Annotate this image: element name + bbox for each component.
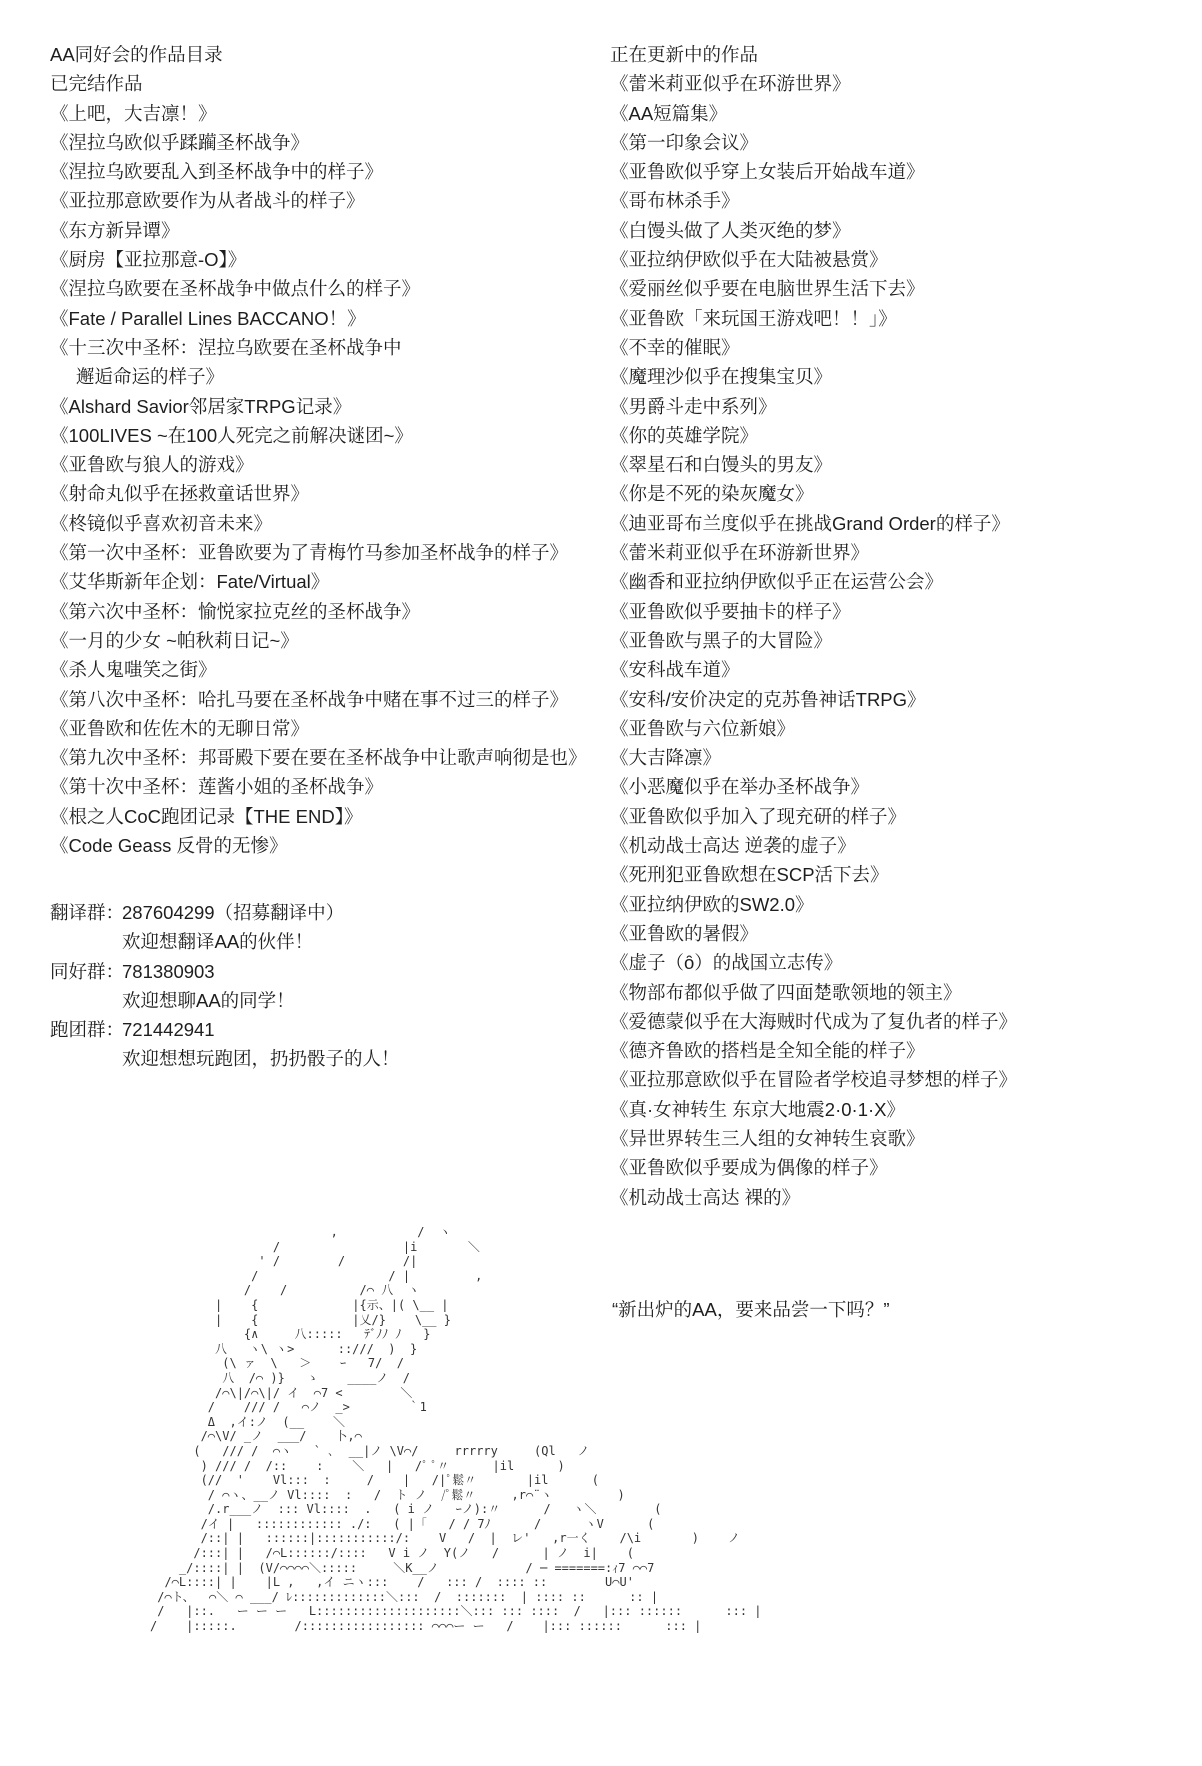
catalog-heading: AA同好会的作品目录 — [50, 44, 223, 65]
ongoing-works-column — [610, 40, 1170, 1212]
work-title: 《亚鲁欧似乎要抽卡的样子》 — [610, 600, 851, 622]
work-title: 《杀人鬼嗤笑之街》 — [50, 659, 217, 681]
work-title: 《第九次中圣杯：邦哥殿下要在要在圣杯战争中让歌声响彻是也》 — [50, 747, 587, 769]
contact-note: 欢迎想翻译AA的伙伴！ — [122, 931, 314, 953]
work-title: 《涅拉乌欧要乱入到圣杯战争中的样子》 — [50, 161, 384, 183]
work-title: 《厨房【亚拉那意-O】》 — [50, 249, 247, 271]
work-title: 《魔理沙似乎在搜集宝贝》 — [610, 366, 833, 388]
work-title: 《机动战士高达 逆袭的虚子》 — [610, 835, 856, 857]
work-title: 《亚鲁欧似乎穿上女装后开始战车道》 — [610, 161, 925, 183]
contact-number: 781380903 — [122, 960, 215, 982]
work-title: 《异世界转生三人组的女神转生哀歌》 — [610, 1127, 925, 1149]
work-title: 《AA短篇集》 — [610, 102, 728, 124]
work-title: 《亚拉纳伊欧似乎在大陆被悬赏》 — [610, 249, 888, 271]
ascii-art-illustration — [150, 1225, 830, 1765]
work-title: 《真·女神转生 东京大地震2·0·1·X》 — [610, 1098, 905, 1120]
work-title: 《亚拉纳伊欧的SW2.0》 — [610, 893, 814, 915]
work-title: 《亚鲁欧似乎加入了现充研的样子》 — [610, 805, 907, 827]
work-title: 《安科/安价决定的克苏鲁神话TRPG》 — [610, 688, 926, 710]
contact-number: 721442941 — [122, 1019, 215, 1041]
work-title: 《蕾米莉亚似乎在环游新世界》 — [610, 542, 870, 564]
work-title: 《不幸的催眠》 — [610, 336, 740, 358]
work-title: 《幽香和亚拉纳伊欧似乎正在运营公会》 — [610, 571, 944, 593]
contact-label: 跑团群： — [50, 1019, 125, 1041]
contact-number: 287604299（招募翻译中） — [122, 902, 345, 923]
contact-row — [50, 957, 590, 986]
work-title: 《亚鲁欧与黑子的大冒险》 — [610, 629, 833, 651]
character-quote: “新出炉的AA，要来品尝一下吗？” — [612, 1299, 890, 1320]
work-title: 《亚鲁欧的暑假》 — [610, 922, 759, 944]
work-title: 《Fate / Parallel Lines BACCANO！》 — [50, 307, 366, 329]
work-title: 《亚鲁欧和佐佐木的无聊日常》 — [50, 717, 310, 739]
work-title: 《迪亚哥布兰度似乎在挑战Grand Order的样子》 — [610, 512, 1010, 534]
work-title: 《蕾米莉亚似乎在环游世界》 — [610, 73, 851, 95]
work-title: 《亚拉那意欧要作为从者战斗的样子》 — [50, 190, 365, 212]
work-title: 《翠星石和白馒头的男友》 — [610, 454, 833, 476]
ongoing-works-list — [610, 69, 1170, 1212]
contact-row — [50, 898, 590, 927]
work-title: 《死刑犯亚鲁欧想在SCP活下去》 — [610, 864, 889, 886]
work-title: 《东方新异谭》 — [50, 219, 180, 241]
work-title: 《爱德蒙似乎在大海贼时代成为了复仇者的样子》 — [610, 1010, 1018, 1032]
work-title: 《哥布林杀手》 — [610, 190, 740, 212]
completed-works-column — [50, 40, 590, 860]
work-title: 《白馒头做了人类灭绝的梦》 — [610, 219, 851, 241]
work-title: 《虚子（ȏ）的战国立志传》 — [610, 952, 843, 974]
work-title: 《第一印象会议》 — [610, 131, 759, 153]
contact-row — [50, 1015, 590, 1044]
work-title: 《涅拉乌欧似乎蹂躏圣杯战争》 — [50, 131, 310, 153]
ongoing-heading: 正在更新中的作品 — [610, 44, 759, 65]
contact-label: 同好群： — [50, 960, 125, 982]
work-title: 《第八次中圣杯：哈扎马要在圣杯战争中赌在事不过三的样子》 — [50, 688, 569, 710]
work-title: 《Alshard Savior邻居家TRPG记录》 — [50, 395, 352, 417]
work-title: 《大吉降凛》 — [610, 747, 722, 769]
work-title: 《射命丸似乎在拯救童话世界》 — [50, 483, 310, 505]
work-title: 《一月的少女 ~帕秋莉日记~》 — [50, 629, 299, 651]
work-title: 《100LIVES ~在100人死完之前解决谜团~》 — [50, 424, 413, 446]
work-title: 《Code Geass 反骨的无惨》 — [50, 835, 288, 857]
work-title: 《柊镜似乎喜欢初音未来》 — [50, 512, 273, 534]
work-title: 《机动战士高达 裸的》 — [610, 1186, 801, 1208]
work-title: 《涅拉乌欧要在圣杯战争中做点什么的样子》 — [50, 278, 421, 300]
work-title: 《亚鲁欧「来玩国王游戏吧！！」》 — [610, 307, 897, 329]
work-title: 《安科战车道》 — [610, 659, 740, 681]
contact-note: 欢迎想想玩跑团，扔扔骰子的人！ — [122, 1048, 400, 1070]
work-title: 《亚鲁欧与六位新娘》 — [610, 717, 796, 739]
work-title: 《你是不死的染灰魔女》 — [610, 483, 814, 505]
work-title: 《十三次中圣杯：涅拉乌欧要在圣杯战争中 — [50, 336, 402, 358]
work-title: 《亚拉那意欧似乎在冒险者学校追寻梦想的样子》 — [610, 1069, 1018, 1091]
group-contacts — [50, 898, 590, 1074]
contact-label: 翻译群： — [50, 902, 125, 923]
completed-works-list — [50, 99, 590, 861]
work-title: 《亚鲁欧与狼人的游戏》 — [50, 454, 254, 476]
work-title: 《小恶魔似乎在举办圣杯战争》 — [610, 776, 870, 798]
work-title: 《根之人CoC跑团记录【THE END】》 — [50, 805, 363, 827]
work-title: 《物部布都似乎做了四面楚歌领地的领主》 — [610, 981, 962, 1003]
work-title: 《爱丽丝似乎要在电脑世界生活下去》 — [610, 278, 925, 300]
work-title: 《第一次中圣杯：亚鲁欧要为了青梅竹马参加圣杯战争的样子》 — [50, 542, 569, 564]
work-title: 《德齐鲁欧的搭档是全知全能的样子》 — [610, 1040, 925, 1062]
work-title: 《男爵斗走中系列》 — [610, 395, 777, 417]
work-title: 《第六次中圣杯：愉悦家拉克丝的圣杯战争》 — [50, 600, 421, 622]
work-title: 《第十次中圣杯：莲酱小姐的圣杯战争》 — [50, 776, 384, 798]
work-title: 邂逅命运的样子》 — [76, 366, 225, 388]
work-title: 《上吧，大吉凛！》 — [50, 102, 217, 124]
completed-heading: 已完结作品 — [50, 73, 143, 95]
work-title: 《你的英雄学院》 — [610, 424, 759, 446]
contact-note: 欢迎想聊AA的同学！ — [122, 989, 295, 1011]
work-title: 《艾华斯新年企划：Fate/Virtual》 — [50, 571, 330, 593]
ascii-art-figure: , / ヽ / |i ＼ ' / / /| / / | , / / /⌒ 八 ヽ | { |{示、|( \__ | | { |乂/} \__ } {∧ 八::::: ﾃﾞﾉﾉ ﾉ } 八 ヽ\ ヽ> ::/// ) } (\ ァ \ ＞ ｰ 7/ / 八 /⌒ )} ゝ ____ノ / /⌒\|/⌒\|/ イ ⌒7 < ＼ / /// / ⌒ノ _> ｀1 Δ ,イ:ノ (__ ＼ /⌒\V/ _ノ ___/ 卜,⌒ ( /// / ⌒ヽ ` ､ __|ノ \V⌒/ rrrrry (Ql ノ ) /// / /:: : ＼ | /ﾟ ﾟ〃 |il ) (// ' Vl::: : / | /|ﾟ鬆〃 |il ( / ⌒ヽ、__ノ Vl:::: : / ト ノ /ﾟ鬆〃 ,r⌒¨ヽ ) /.r___ノ ::: Vl:::: . ( i ノ ｰノ):〃 / ヽ＼ ( /イ | :::::::::::: ./: ( |「 / / 7ﾉ / ヽV ( /::| | ::::::|:::::::::::/: V / | レ' ,r一く /\i ) ノ /:::| | /⌒L::::::/:::: V i ノ Y(ノ / | ノ i| ( _/::::| | (V/⌒⌒⌒⌒＼::::: ＼K__ノ / ─ =======:ｨ7 ⌒⌒7 /⌒L::::| | |L , ,イ ニヽ::: / ::: / :::: :: U⌒U' /⌒ト、 ⌒＼ ⌒ ___/ ﾚ:::::::::::::＼::: / ::::::: | :::: :: :: | / |::. ー ー ー L::::::::::::::::::::＼::: ::: :::: / |::: :::::: ::: | / |:::::. /::::::::::::::::: ⌒⌒⌒ー ー / |::: :::::: ::: | — [150, 1225, 762, 1634]
work-title: 《亚鲁欧似乎要成为偶像的样子》 — [610, 1157, 888, 1179]
